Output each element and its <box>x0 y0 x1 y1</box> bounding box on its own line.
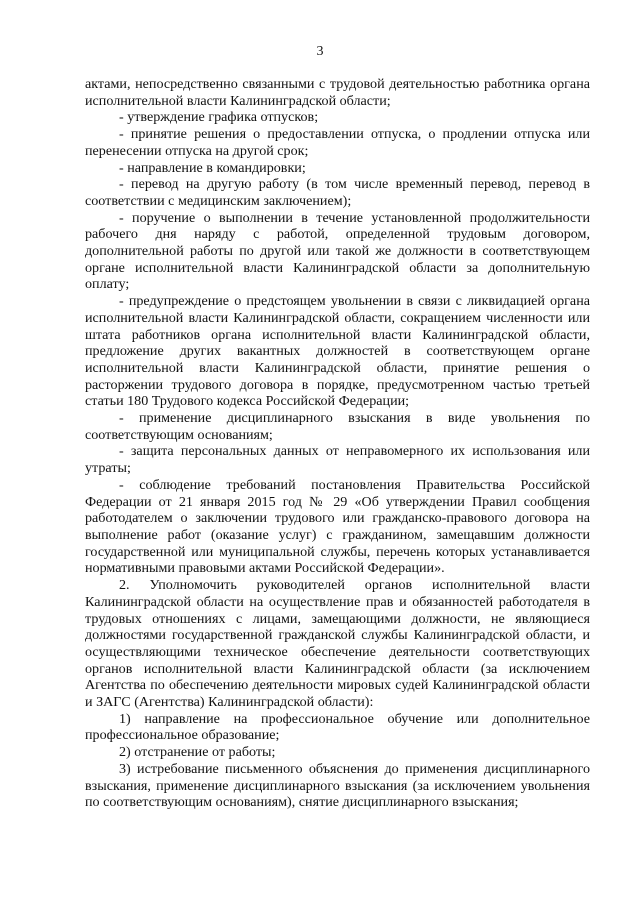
page-number: 3 <box>316 44 324 59</box>
paragraph: 2. Уполномочить руководителей органов исполнительной власти Калининградской области на осуществление прав и обязанностей работодателя в трудовых отношениях с лицами, замещающими должности, не являющиеся должностями государственной гражданской службы Калининградской области, и осуществляющими техническое обеспечение деятельности соответствующих органов исполнительной власти Калининградской области (за исключением Агентства по обеспечению деятельности мировых судей Калининградской области и ЗАГС (Агентства) Калининградской области): <box>85 577 590 711</box>
paragraph: - применение дисциплинарного взыскания в виде увольнения по соответствующим основаниям; <box>85 410 590 443</box>
paragraph: - утверждение графика отпусков; <box>119 109 319 126</box>
paragraph: - перевод на другую работу (в том числе временный перевод, перевод в соответствии с медицинским заключением); <box>85 176 590 209</box>
paragraph: - поручение о выполнении в течение установленной продолжительности рабочего дня наряду с работой, определенной трудовым договором, дополнительной работы по другой или такой же должности в соответствующем органе исполнительной власти Калининградской области за дополнительную оплату; <box>85 209 590 293</box>
paragraph: - защита персональных данных от неправомерного их использования или утраты; <box>85 443 590 477</box>
document-body <box>85 76 590 811</box>
paragraph: - соблюдение требований постановления Правительства Российской Федерации от 21 января 2015 год № 29 «Об утверждении Правил сообщения работодателем о заключении трудового или гражданско-правового договора на выполнение работ (оказание услуг) с гражданином, замещавшим должности государственной или муниципальной службы, перечень которых устанавливается нормативными правовыми актами Российской Федерации». <box>85 476 590 577</box>
paragraph: 2) отстранение от работы; <box>119 744 276 761</box>
paragraph: 1) направление на профессиональное обучение или дополнительное профессиональное образование; <box>85 710 590 744</box>
paragraph: - принятие решения о предоставлении отпуска, о продлении отпуска или перенесении отпуска на другой срок; <box>85 126 590 159</box>
paragraph: - предупреждение о предстоящем увольнении в связи с ликвидацией органа исполнительной власти Калининградской области, сокращением численности или штата работников органа исполнительной власти Калининградской области, предложение других вакантных должностей в соответствующем органе исполнительной власти Калининградской области, принятие решения о расторжении трудового договора в порядке, предусмотренном частью третьей статьи 180 Трудового кодекса Российской Федерации; <box>85 293 590 410</box>
paragraph: 3) истребование письменного объяснения до применения дисциплинарного взыскания, применение дисциплинарного взыскания (за исключением увольнения по соответствующим основаниям), снятие дисциплинарного взыскания; <box>85 760 590 811</box>
paragraph: актами, непосредственно связанными с трудовой деятельностью работника органа исполнительной власти Калининградской области; <box>85 76 590 109</box>
paragraph: - направление в командировки; <box>119 159 306 176</box>
